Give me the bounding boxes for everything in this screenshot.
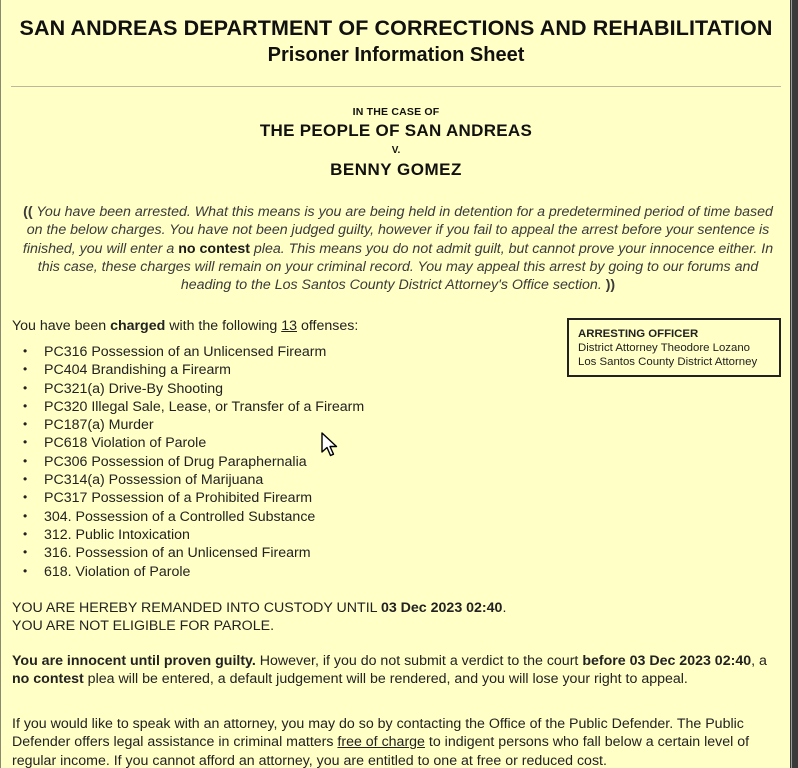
bullet-icon: •: [23, 508, 28, 523]
innocence-lead: You are innocent until proven guilty.: [12, 653, 256, 669]
charges-middle: with the following: [165, 318, 282, 334]
offense-label: PC314(a) Possession of Marijuana: [44, 472, 264, 489]
case-plaintiff: THE PEOPLE OF SAN ANDREAS: [259, 121, 533, 140]
bullet-icon: •: [23, 417, 28, 432]
offense-item: [23, 453, 364, 471]
mouse-pointer-icon: [321, 432, 341, 458]
offense-label: PC404 Brandishing a Firearm: [44, 362, 231, 379]
offense-item: [23, 471, 364, 489]
header-divider: [11, 86, 781, 87]
innocence-deadline: before 03 Dec 2023 02:40: [582, 653, 752, 669]
offense-item: [23, 544, 364, 562]
attorney-text-2: to indigent persons who fall below a certain level of regular income. If you cannot afford an attorney, you are entitled to one at free or reduced cost.: [12, 734, 750, 768]
free-of-charge-link[interactable]: free of charge: [337, 734, 425, 751]
offense-label: PC317 Possession of a Prohibited Firearm: [44, 490, 313, 507]
offense-list: [23, 343, 364, 581]
charges-intro: [12, 318, 358, 334]
arresting-officer-box: [567, 318, 781, 377]
notice-part2: plea. This means you do not admit guilt, but cannot prove your innocence either. In this case, these charges will remain on your criminal record. You may appeal this arrest by going to our forums and heading to the Los Santos County District Attorney's Office section.: [37, 240, 774, 294]
charges-suffix: offenses:: [297, 318, 359, 334]
sheet-title: Prisoner Information Sheet: [267, 44, 525, 66]
bullet-icon: •: [23, 545, 28, 560]
offense-item: [23, 416, 364, 434]
offense-item: [23, 361, 364, 379]
offense-label: PC306 Possession of Drug Paraphernalia: [44, 453, 307, 470]
charges-charged-word: charged: [110, 318, 166, 334]
offense-label: 618. Violation of Parole: [44, 563, 191, 580]
bullet-icon: •: [23, 344, 28, 358]
remand-notice: [12, 599, 506, 636]
parole-line: YOU ARE NOT ELIGIBLE FOR PAROLE.: [12, 618, 275, 635]
notice-part1: You have been arrested. What this means is you are being held in detention for a predetermined period of time based on the below charges. You have not been judged guilty, however if you fail to appeal the arrest before your sentence is finished, you will enter a: [22, 204, 773, 257]
innocence-text-3: plea will be entered, a default judgement will be rendered, and you will lose your right to appeal.: [83, 671, 688, 688]
offense-item: [23, 489, 364, 507]
offense-label: PC187(a) Murder: [44, 417, 154, 434]
bullet-icon: •: [23, 435, 28, 450]
arrest-notice: [19, 203, 777, 294]
charges-prefix: You have been: [12, 318, 111, 334]
bullet-icon: •: [23, 453, 28, 468]
offense-label: 312. Public Intoxication: [44, 526, 190, 543]
case-versus: V.: [391, 145, 401, 156]
bullet-icon: •: [23, 398, 28, 413]
offense-item: [23, 343, 364, 361]
innocence-text-1: However, if you do not submit a verdict to the court: [255, 653, 583, 669]
offense-item: [23, 563, 364, 581]
innocence-text-2: , a: [751, 653, 767, 669]
bullet-icon: •: [23, 563, 28, 578]
notice-close: )): [605, 277, 616, 294]
innocence-no-contest: no contest: [12, 671, 84, 688]
offense-item: [23, 380, 364, 398]
remand-line-1: [12, 599, 506, 617]
offense-label: 316. Possession of an Unlicensed Firearm: [44, 545, 311, 562]
offense-label: PC321(a) Drive-By Shooting: [44, 380, 223, 397]
offense-label: PC316 Possession of an Unlicensed Firearm: [44, 344, 327, 360]
charges-count: 13: [281, 318, 298, 334]
department-title: SAN ANDREAS DEPARTMENT OF CORRECTIONS AND REHABILITATION: [19, 16, 773, 40]
attorney-paragraph: [12, 715, 777, 768]
remand-suffix: .: [502, 600, 507, 616]
remand-until-date: 03 Dec 2023 02:40: [380, 600, 503, 616]
offense-item: [23, 526, 364, 544]
case-defendant: BENNY GOMEZ: [330, 160, 462, 179]
window-edge-line: [791, 0, 792, 768]
offense-item: [23, 398, 364, 416]
offense-item: [23, 434, 364, 452]
bullet-icon: •: [23, 362, 28, 377]
notice-no-contest: no contest: [178, 240, 250, 257]
bullet-icon: •: [23, 490, 28, 505]
notice-open: ((: [23, 204, 33, 220]
officer-name: District Attorney Theodore Lozano: [578, 342, 751, 354]
innocence-paragraph: [12, 652, 777, 689]
offense-label: PC320 Illegal Sale, Lease, or Transfer of a Firearm: [44, 398, 365, 415]
bullet-icon: •: [23, 526, 28, 541]
offense-label: PC618 Violation of Parole: [44, 435, 207, 452]
offense-item: [23, 508, 364, 526]
bullet-icon: •: [23, 380, 28, 395]
case-caption: IN THE CASE OF: [352, 106, 440, 118]
remand-prefix: YOU ARE HEREBY REMANDED INTO CUSTODY UNTIL: [12, 600, 381, 616]
offense-label: 304. Possession of a Controlled Substance: [44, 508, 316, 525]
officer-agency: Los Santos County District Attorney: [578, 356, 758, 368]
attorney-text-1: If you would like to speak with an attorney, you may do so by contacting the Office of the Public Defender. The Public Defender offers legal assistance in criminal matters: [12, 716, 744, 751]
officer-title: ARRESTING OFFICER: [578, 328, 699, 340]
bullet-icon: •: [23, 472, 28, 487]
